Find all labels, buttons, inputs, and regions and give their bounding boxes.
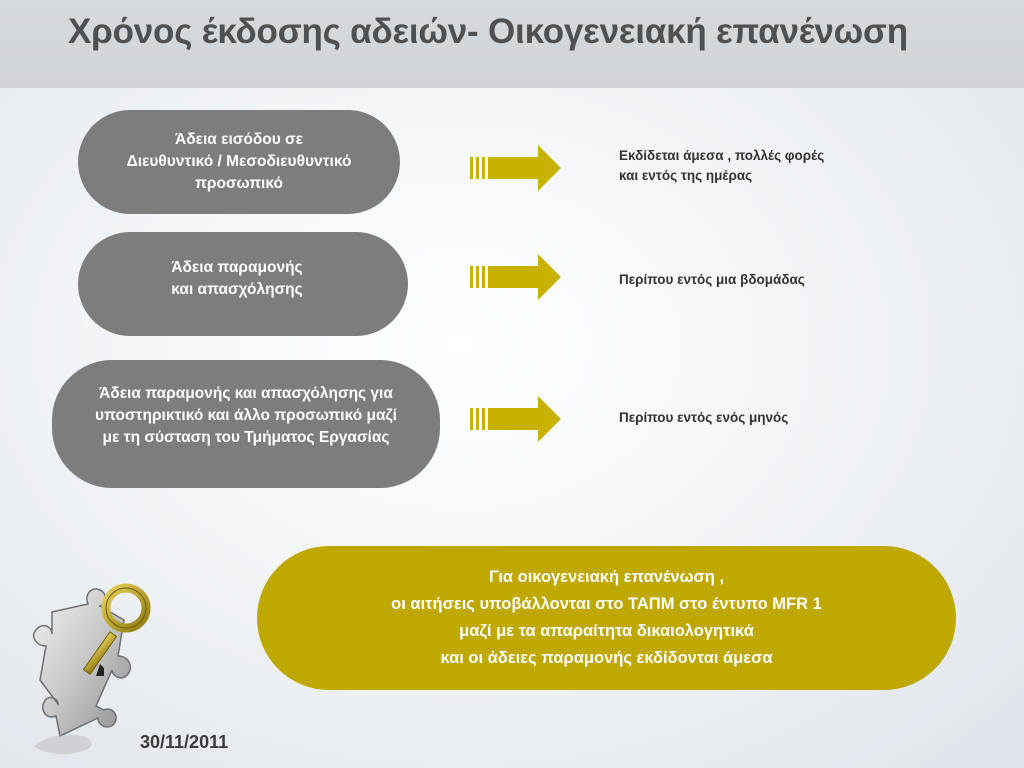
family-reunification-note	[257, 546, 956, 690]
right-arrow-icon	[470, 145, 562, 191]
note-line: οι αιτήσεις υποβάλλονται στο ΤΑΠΜ στο έντυπο MFR 1	[391, 595, 822, 613]
title-bar	[0, 0, 1024, 88]
note-line: Για οικογενειακή επανένωση ,	[488, 568, 725, 586]
processing-time: Περίπου εντός ενός μηνός	[619, 410, 789, 425]
permit-label: Άδεια παραμονής και απασχόλησης για υποστηρικτικό και άλλο προσωπικό μαζί με τη σύσταση του Τμήματος Εργασίας	[95, 385, 397, 446]
slide-title: Χρόνος έκδοσης αδειών- Οικογενειακή επανένωση	[68, 12, 908, 51]
permit-pill-management	[78, 110, 400, 214]
right-arrow-icon	[470, 396, 562, 442]
processing-time: Περίπου εντός μια βδομάδας	[619, 272, 805, 287]
slide-date: 30/11/2011	[140, 732, 229, 752]
note-line: και οι άδειες παραμονής εκδίδονται άμεσα	[440, 649, 773, 667]
puzzle-key-icon	[0, 560, 160, 768]
right-arrow-icon	[470, 254, 562, 300]
note-line: μαζί με τα απαραίτητα δικαιολογητικά	[459, 622, 754, 640]
permit-pill-support-staff	[52, 360, 440, 488]
permit-label: Άδεια παραμονής και απασχόλησης	[171, 259, 303, 298]
permit-pill-residence-employment	[78, 232, 408, 336]
permit-label: Άδεια εισόδου σε Διευθυντικό / Μεσοδιευθυντικό προσωπικό	[126, 131, 352, 192]
processing-time: Εκδίδεται άμεσα , πολλές φορές και εντός της ημέρας	[619, 148, 825, 183]
